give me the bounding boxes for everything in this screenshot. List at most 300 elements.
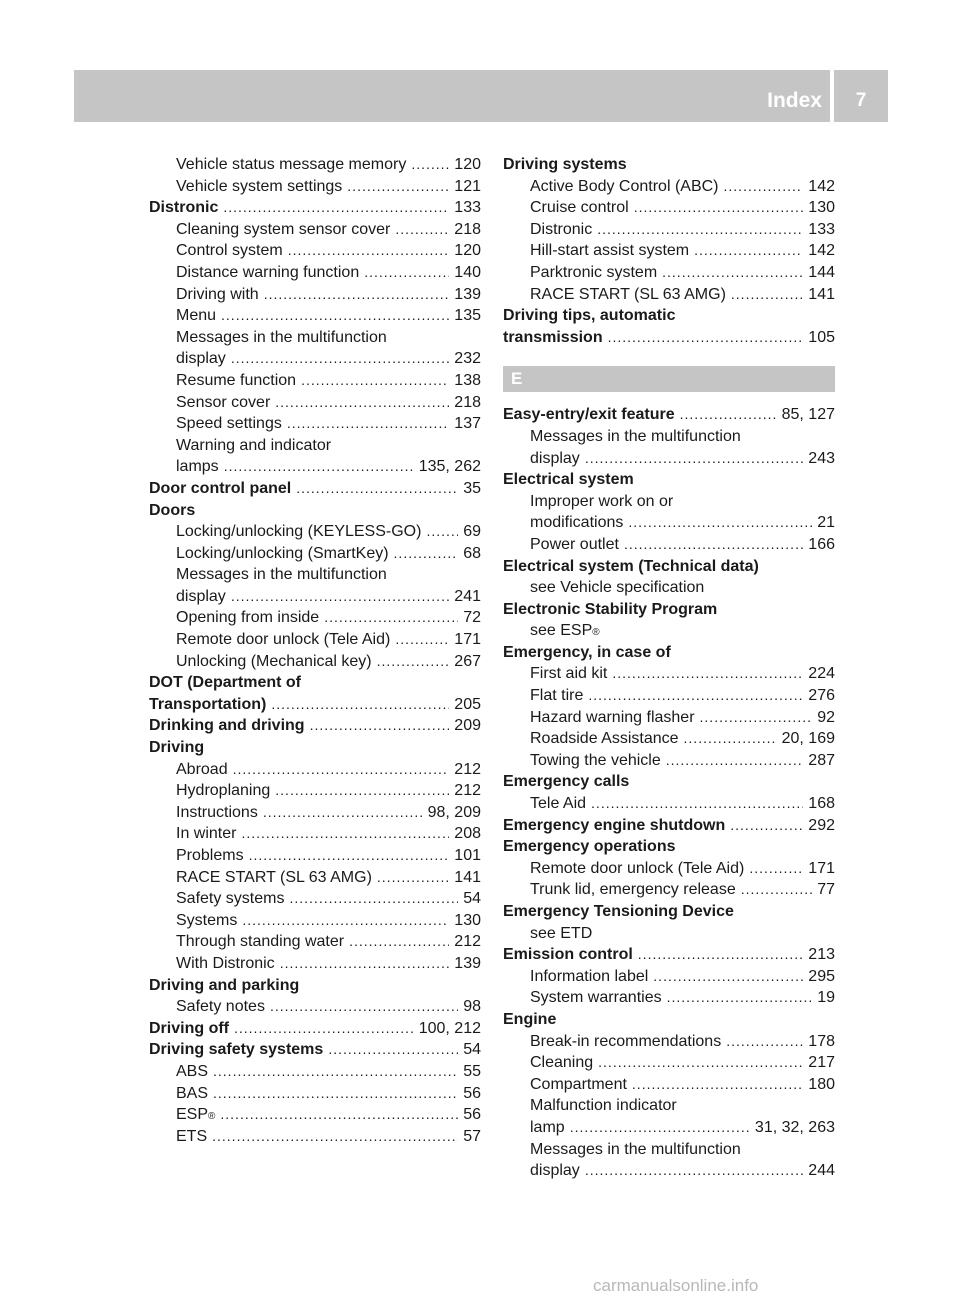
page-reference: 292 [808, 816, 835, 834]
entry-label: Locking/unlocking (SmartKey) [176, 544, 389, 562]
index-subentry [149, 564, 481, 586]
page-title: Index [767, 89, 822, 112]
page-reference: 171 [808, 859, 835, 877]
index-subentry [149, 888, 481, 910]
page-reference: 244 [808, 1162, 835, 1180]
entry-label: Transportation) [149, 695, 267, 713]
entry-label: Driving systems [503, 156, 627, 173]
index-subentry [503, 512, 835, 534]
index-subentry [503, 1074, 835, 1096]
entry-label: display [530, 1162, 580, 1180]
entry-label: Remote door unlock (Tele Aid) [176, 631, 391, 649]
page-reference: 141 [808, 285, 835, 303]
page-reference: 142 [808, 177, 835, 195]
index-subentry [149, 176, 481, 198]
page-reference: 57 [463, 1127, 481, 1145]
entry-label: Electrical system [503, 471, 634, 489]
index-entry [149, 975, 481, 997]
entry-label: RACE START (SL 63 AMG) [530, 285, 726, 303]
index-subentry [149, 780, 481, 802]
entry-label: Unlocking (Mechanical key) [176, 652, 372, 670]
entry-label: Emergency calls [503, 773, 630, 791]
index-entry [503, 1009, 835, 1031]
page-reference: 232 [454, 350, 481, 368]
page-reference: 212 [454, 933, 481, 951]
page-reference: 166 [808, 535, 835, 553]
dot-leader [347, 176, 449, 198]
entry-label: Door control panel [149, 479, 292, 497]
index-entry [503, 305, 835, 327]
page-reference: 178 [808, 1032, 835, 1050]
index-entry [149, 500, 481, 522]
index-subentry [503, 176, 835, 198]
entry-label: Towing the vehicle [530, 751, 661, 769]
dot-leader [662, 262, 803, 284]
dot-leader [724, 176, 804, 198]
page-reference: 144 [808, 263, 835, 281]
index-subentry [149, 305, 481, 327]
index-subentry [503, 262, 835, 284]
index-subentry [149, 931, 481, 953]
index-subentry [149, 154, 481, 176]
index-entry [149, 737, 481, 759]
page-reference: 100, 212 [418, 1019, 481, 1037]
entry-label: Speed settings [176, 415, 282, 433]
entry-label: Cleaning system sensor cover [176, 220, 391, 238]
dot-leader [667, 987, 813, 1009]
index-subentry [149, 823, 481, 845]
dot-leader [328, 1039, 458, 1061]
entry-label: Problems [176, 847, 244, 864]
index-entry [503, 327, 835, 349]
page-reference: 135 [454, 307, 481, 325]
index-column-right [503, 154, 835, 1182]
dot-leader [634, 197, 804, 219]
dot-leader [597, 219, 803, 241]
index-subentry [149, 629, 481, 651]
dot-leader [585, 1160, 803, 1182]
page-reference: 287 [808, 751, 835, 769]
index-subentry [149, 240, 481, 262]
dot-leader [231, 586, 449, 608]
page-reference: 56 [463, 1084, 481, 1102]
entry-label: Locking/unlocking (KEYLESS-GO) [176, 523, 422, 541]
index-subentry [503, 793, 835, 815]
entry-label: Sensor cover [176, 393, 271, 411]
index-entry [149, 197, 481, 219]
index-subentry [149, 413, 481, 435]
entry-label: Electronic Stability Program [503, 600, 718, 618]
index-entry [149, 672, 481, 694]
entry-label: Emergency operations [503, 838, 676, 856]
dot-leader [730, 815, 803, 837]
entry-label: In winter [176, 825, 237, 843]
dot-leader [377, 867, 449, 889]
dot-leader [296, 478, 458, 500]
entry-label: Emission control [503, 946, 633, 964]
entry-label: Tele Aid [530, 795, 587, 813]
entry-label: Drinking and driving [149, 717, 305, 735]
dot-leader [598, 1052, 803, 1074]
page-reference: 120 [454, 242, 481, 260]
entry-label: Hazard warning flasher [530, 708, 695, 726]
index-subentry [149, 1126, 481, 1148]
dot-leader [288, 240, 450, 262]
dot-leader [666, 750, 804, 772]
page-reference: 243 [808, 449, 835, 467]
page-reference: 105 [808, 328, 835, 346]
page-reference: 137 [454, 415, 481, 433]
entry-label: Vehicle system settings [176, 177, 343, 195]
page-reference: 19 [817, 989, 835, 1007]
index-subentry [503, 923, 835, 945]
index-subentry [503, 426, 835, 448]
entry-label: Driving tips, automatic [503, 307, 676, 325]
page-reference: 295 [808, 967, 835, 985]
entry-label: Easy-entry/exit feature [503, 406, 675, 424]
page-reference: 241 [454, 587, 481, 605]
page-reference: 35 [463, 479, 481, 497]
index-subentry [503, 663, 835, 685]
dot-leader [324, 607, 458, 629]
page-reference: 224 [808, 665, 835, 683]
index-subentry [503, 577, 835, 599]
dot-leader [628, 512, 812, 534]
page-reference: 217 [808, 1054, 835, 1072]
page-reference: 168 [808, 795, 835, 813]
page-reference: 180 [808, 1075, 835, 1093]
dot-leader [301, 370, 449, 392]
index-entry [149, 478, 481, 500]
dot-leader [234, 1018, 414, 1040]
dot-leader [249, 845, 450, 867]
entry-label: Through standing water [176, 933, 345, 951]
page-reference: 101 [454, 847, 481, 864]
dot-leader [585, 448, 803, 470]
dot-leader [588, 685, 803, 707]
dot-leader [731, 284, 803, 306]
index-subentry [503, 448, 835, 470]
index-subentry [503, 284, 835, 306]
page-reference: 92 [817, 708, 835, 726]
index-subentry [503, 879, 835, 901]
index-entry [503, 404, 835, 426]
entry-label: Driving with [176, 285, 259, 303]
index-entry [503, 642, 835, 664]
index-entry [503, 469, 835, 491]
index-subentry [503, 987, 835, 1009]
entry-label: Driving [149, 739, 205, 757]
entry-label: Messages in the multifunction [530, 1140, 741, 1158]
index-subentry [503, 534, 835, 556]
dot-leader [395, 629, 449, 651]
page-reference: 139 [454, 285, 481, 303]
entry-label: Flat tire [530, 687, 584, 705]
entry-label: Emergency Tensioning Device [503, 903, 734, 920]
entry-label: Safety notes [176, 998, 265, 1016]
entry-label: Parktronic system [530, 263, 658, 281]
dot-leader [271, 694, 449, 716]
watermark: carmanualsonline.info [593, 1276, 759, 1295]
entry-label: Hydroplaning [176, 782, 271, 800]
page-reference: 213 [808, 946, 835, 964]
index-entry [149, 1039, 481, 1061]
entry-label: transmission [503, 328, 603, 346]
entry-label: Roadside Assistance [530, 730, 679, 748]
dot-leader [224, 456, 414, 478]
page-reference: 98 [463, 998, 481, 1016]
page-reference: 208 [454, 825, 481, 843]
entry-label: see Vehicle specification [530, 579, 705, 597]
entry-label: Cruise control [530, 199, 629, 217]
page-number: 7 [855, 90, 867, 111]
index-column-left [149, 154, 481, 1147]
entry-label: Active Body Control (ABC) [530, 177, 719, 195]
entry-label: Emergency engine shutdown [503, 816, 726, 834]
entry-label: Driving safety systems [149, 1041, 324, 1059]
page-reference: 138 [454, 371, 481, 389]
page-reference: 212 [454, 760, 481, 778]
index-subentry [503, 240, 835, 262]
dot-leader [395, 219, 449, 241]
entry-label: display [176, 350, 226, 368]
dot-leader [220, 1104, 458, 1126]
page-reference: 54 [463, 890, 481, 908]
page-reference: 54 [463, 1041, 481, 1059]
dot-leader [213, 1083, 458, 1105]
entry-label: Malfunction indicator [530, 1097, 677, 1115]
dot-leader [694, 240, 803, 262]
index-subentry [149, 953, 481, 975]
index-subentry [149, 219, 481, 241]
dot-leader [653, 966, 803, 988]
entry-label: Trunk lid, emergency release [530, 881, 736, 899]
page-reference: 55 [463, 1062, 481, 1080]
dot-leader [684, 728, 777, 750]
dot-leader [570, 1117, 750, 1139]
dot-leader [749, 858, 803, 880]
entry-label: Vehicle status message memory [176, 156, 407, 173]
entry-label: First aid kit [530, 665, 608, 683]
page-reference: 31, 32, 263 [754, 1118, 835, 1136]
entry-label: DOT (Department of [149, 674, 301, 692]
page-reference: 68 [463, 544, 481, 562]
entry-label: Resume function [176, 371, 297, 389]
index-subentry [503, 1160, 835, 1182]
page-reference: 56 [463, 1106, 481, 1124]
index-entry [503, 836, 835, 858]
dot-leader [233, 759, 450, 781]
entry-label: Driving and parking [149, 976, 300, 994]
dot-leader [231, 348, 449, 370]
index-subentry [503, 491, 835, 513]
index-subentry [149, 456, 481, 478]
index-subentry [149, 845, 481, 867]
page-reference: 133 [808, 220, 835, 238]
page-reference: 209 [454, 717, 481, 735]
index-subentry [503, 750, 835, 772]
page-reference: 205 [454, 695, 481, 713]
entry-label: Messages in the multifunction [530, 427, 741, 445]
index-entry [149, 694, 481, 716]
entry-label: Abroad [176, 760, 228, 778]
index-subentry: ESP ® ..... 56 [149, 1104, 481, 1126]
index-subentry [503, 1052, 835, 1074]
dot-leader [624, 534, 803, 556]
entry-label: Power outlet [530, 535, 619, 553]
page-reference: 133 [454, 199, 481, 217]
entry-label: display [176, 587, 226, 605]
entry-label: Emergency, in case of [503, 643, 671, 661]
entry-label: see ESP [530, 622, 593, 640]
entry-label: Systems [176, 911, 238, 929]
entry-label: Engine [503, 1010, 557, 1028]
index-entry [149, 1018, 481, 1040]
index-subentry [503, 858, 835, 880]
index-subentry [149, 586, 481, 608]
dot-leader [680, 404, 777, 426]
entry-label: Distronic [149, 199, 219, 217]
page-reference: 98, 209 [427, 803, 481, 821]
index-subentry [149, 607, 481, 629]
index-subentry [149, 1083, 481, 1105]
index-subentry [149, 867, 481, 889]
index-entry [503, 815, 835, 837]
index-subentry [503, 1117, 835, 1139]
index-subentry [149, 543, 481, 565]
page-reference: 218 [454, 393, 481, 411]
index-subentry: see ESP ® [503, 620, 835, 642]
entry-label: Distance warning function [176, 263, 360, 281]
dot-leader [741, 879, 812, 901]
page-reference: 142 [808, 242, 835, 260]
page-reference: 72 [463, 609, 481, 627]
dot-leader [275, 780, 449, 802]
dot-leader [264, 284, 450, 306]
page-reference: 267 [454, 652, 481, 670]
dot-leader [270, 996, 458, 1018]
dot-leader [638, 944, 804, 966]
dot-leader [221, 305, 449, 327]
page-reference: 218 [454, 220, 481, 238]
page-reference: 77 [817, 881, 835, 899]
page-reference: 139 [454, 954, 481, 972]
dot-leader [632, 1074, 803, 1096]
index-entry [503, 599, 835, 621]
index-subentry [149, 348, 481, 370]
index-entry [503, 556, 835, 578]
dot-leader [280, 953, 450, 975]
entry-label: Hill-start assist system [530, 242, 690, 260]
index-subentry [149, 651, 481, 673]
index-subentry [149, 1061, 481, 1083]
page-reference: 21 [817, 514, 835, 532]
dot-leader [700, 707, 813, 729]
entry-label: Menu [176, 307, 217, 325]
entry-label: RACE START (SL 63 AMG) [176, 868, 372, 886]
entry-label: Distronic [530, 220, 593, 238]
index-subentry [149, 996, 481, 1018]
entry-label: Cleaning [530, 1054, 594, 1072]
dot-leader [275, 392, 449, 414]
index-entry [503, 154, 835, 176]
entry-label: BAS [176, 1084, 209, 1102]
index-subentry [149, 521, 481, 543]
entry-label: Remote door unlock (Tele Aid) [530, 859, 745, 877]
dot-leader [394, 543, 459, 565]
dot-leader [242, 910, 449, 932]
index-subentry [149, 262, 481, 284]
entry-label: display [530, 449, 580, 467]
index-entry [503, 944, 835, 966]
index-subentry [149, 284, 481, 306]
dot-leader [310, 715, 450, 737]
dot-leader [411, 154, 449, 176]
entry-label: Warning and indicator [176, 436, 332, 454]
index-subentry [503, 219, 835, 241]
dot-leader [377, 651, 450, 673]
entry-label: Improper work on or [530, 492, 674, 510]
dot-leader [287, 413, 449, 435]
index-subentry [149, 802, 481, 824]
entry-label: Information label [530, 967, 649, 985]
entry-label: Opening from inside [176, 609, 320, 627]
index-group-e [503, 404, 835, 1181]
page-reference: 135, 262 [418, 458, 481, 476]
section-letter-header: E [503, 366, 835, 392]
dot-leader [263, 802, 423, 824]
entry-label: see ETD [530, 924, 593, 942]
dot-leader [223, 197, 449, 219]
index-entry [149, 715, 481, 737]
entry-label: Control system [176, 242, 283, 260]
index-subentry [149, 759, 481, 781]
page-reference: 120 [454, 156, 481, 173]
page-reference: 130 [808, 199, 835, 217]
dot-leader [212, 1126, 458, 1148]
entry-label: lamp [530, 1118, 565, 1136]
index-subentry [503, 1095, 835, 1117]
dot-leader [608, 327, 804, 349]
entry-label: Safety systems [176, 890, 285, 908]
index-subentry [149, 392, 481, 414]
entry-label: Instructions [176, 803, 258, 821]
dot-leader [364, 262, 449, 284]
index-group-driving [503, 154, 835, 348]
dot-leader [426, 521, 458, 543]
entry-label: modifications [530, 514, 624, 532]
dot-leader [591, 793, 803, 815]
dot-leader [349, 931, 449, 953]
page-reference: 69 [463, 523, 481, 541]
entry-label: ESP [176, 1106, 209, 1124]
page-reference: 141 [454, 868, 481, 886]
dot-leader [241, 823, 449, 845]
index-subentry [503, 1139, 835, 1161]
entry-label: Break-in recommendations [530, 1032, 722, 1050]
entry-label: Doors [149, 501, 196, 519]
dot-leader [213, 1061, 458, 1083]
page-reference: 121 [454, 177, 481, 195]
entry-label: With Distronic [176, 954, 275, 972]
index-subentry [503, 197, 835, 219]
index-subentry [149, 910, 481, 932]
index-subentry [503, 685, 835, 707]
index-subentry [503, 966, 835, 988]
page-reference: 171 [454, 631, 481, 649]
entry-label: Driving off [149, 1019, 229, 1037]
dot-leader [612, 663, 803, 685]
